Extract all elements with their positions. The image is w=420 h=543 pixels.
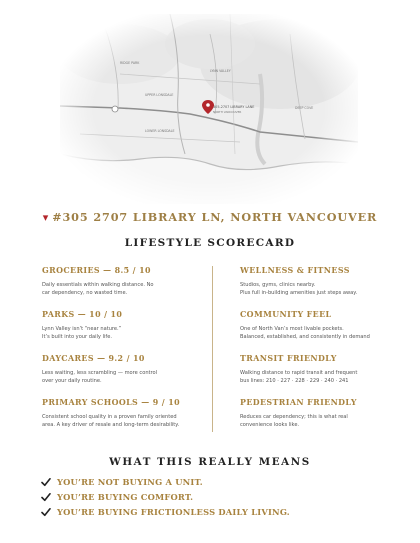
scorecard-title: LIFESTYLE SCORECARD bbox=[124, 237, 296, 249]
means-list bbox=[41, 474, 290, 519]
score-item-text: Walking distance to rapid transit and frequent bbox=[240, 370, 358, 376]
address-text: #305 2707 LIBRARY LN, NORTH VANCOUVER bbox=[52, 210, 378, 224]
score-item-title: PARKS — 10 / 10 bbox=[42, 310, 123, 319]
score-item-pedestrian bbox=[240, 398, 416, 442]
score-item-text: bus lines: 210 · 227 · 228 · 229 · 240 · 241 bbox=[240, 377, 349, 384]
score-item-daycares bbox=[42, 354, 218, 398]
score-item-text: Studios, gyms, clinics nearby. bbox=[240, 282, 316, 288]
score-item-text: Balanced, established, and consistently in demand bbox=[240, 333, 370, 340]
check-icon bbox=[41, 507, 51, 517]
score-item-title: PRIMARY SCHOOLS — 9 / 10 bbox=[42, 398, 180, 407]
map-image bbox=[60, 14, 358, 204]
score-item-title: COMMUNITY FEEL bbox=[240, 310, 332, 319]
check-icon bbox=[41, 477, 51, 487]
score-item-title: GROCERIES — 8.5 / 10 bbox=[42, 266, 151, 275]
means-item-text: YOU’RE NOT BUYING A UNIT. bbox=[57, 476, 203, 487]
means-item bbox=[41, 474, 290, 489]
score-item-title: PEDESTRIAN FRIENDLY bbox=[240, 398, 357, 407]
score-item-text: Reduces car dependency; this is what real bbox=[240, 414, 348, 420]
map-pin-icon: ▾ bbox=[42, 211, 50, 224]
score-item-text: Plus full in-building amenities just steps away. bbox=[240, 289, 358, 296]
score-item-text: Consistent school quality in a proven family oriented bbox=[42, 414, 177, 420]
score-item-text: Lynn Valley isn’t “near nature.” bbox=[42, 326, 122, 332]
scorecard-left-column bbox=[42, 266, 218, 442]
score-item-text: car dependency, no wasted time. bbox=[42, 289, 128, 296]
means-item bbox=[41, 489, 290, 504]
score-item-community bbox=[240, 310, 416, 354]
means-item-text: YOU’RE BUYING COMFORT. bbox=[57, 491, 194, 502]
means-item-text: YOU’RE BUYING FRICTIONLESS DAILY LIVING. bbox=[57, 506, 290, 517]
means-item bbox=[41, 504, 290, 519]
score-item-parks bbox=[42, 310, 218, 354]
score-item-title: WELLNESS & FITNESS bbox=[240, 266, 350, 275]
check-icon bbox=[41, 492, 51, 502]
score-item-text: One of North Van’s most livable pockets. bbox=[240, 326, 344, 332]
score-item-text: It’s built into your daily life. bbox=[42, 333, 112, 340]
property-address bbox=[0, 210, 420, 224]
score-item-text: area. A key driver of resale and long-term desirability. bbox=[42, 421, 180, 428]
column-divider bbox=[212, 266, 213, 432]
score-item-title: DAYCARES — 9.2 / 10 bbox=[42, 354, 145, 363]
score-item-text: over your daily routine. bbox=[42, 377, 102, 384]
score-item-text: Less waiting, less scrambling — more control bbox=[42, 370, 158, 376]
score-item-wellness bbox=[240, 266, 416, 310]
score-item-transit bbox=[240, 354, 416, 398]
scorecard-right-column bbox=[240, 266, 416, 442]
area-map bbox=[60, 14, 358, 204]
means-title: WHAT THIS REALLY MEANS bbox=[109, 456, 311, 468]
score-item-text: Daily essentials within walking distance. No bbox=[42, 282, 154, 288]
score-item-text: convenience looks like. bbox=[240, 421, 300, 428]
score-item-primary-schools bbox=[42, 398, 218, 442]
score-item-groceries bbox=[42, 266, 218, 310]
score-item-title: TRANSIT FRIENDLY bbox=[240, 354, 337, 363]
